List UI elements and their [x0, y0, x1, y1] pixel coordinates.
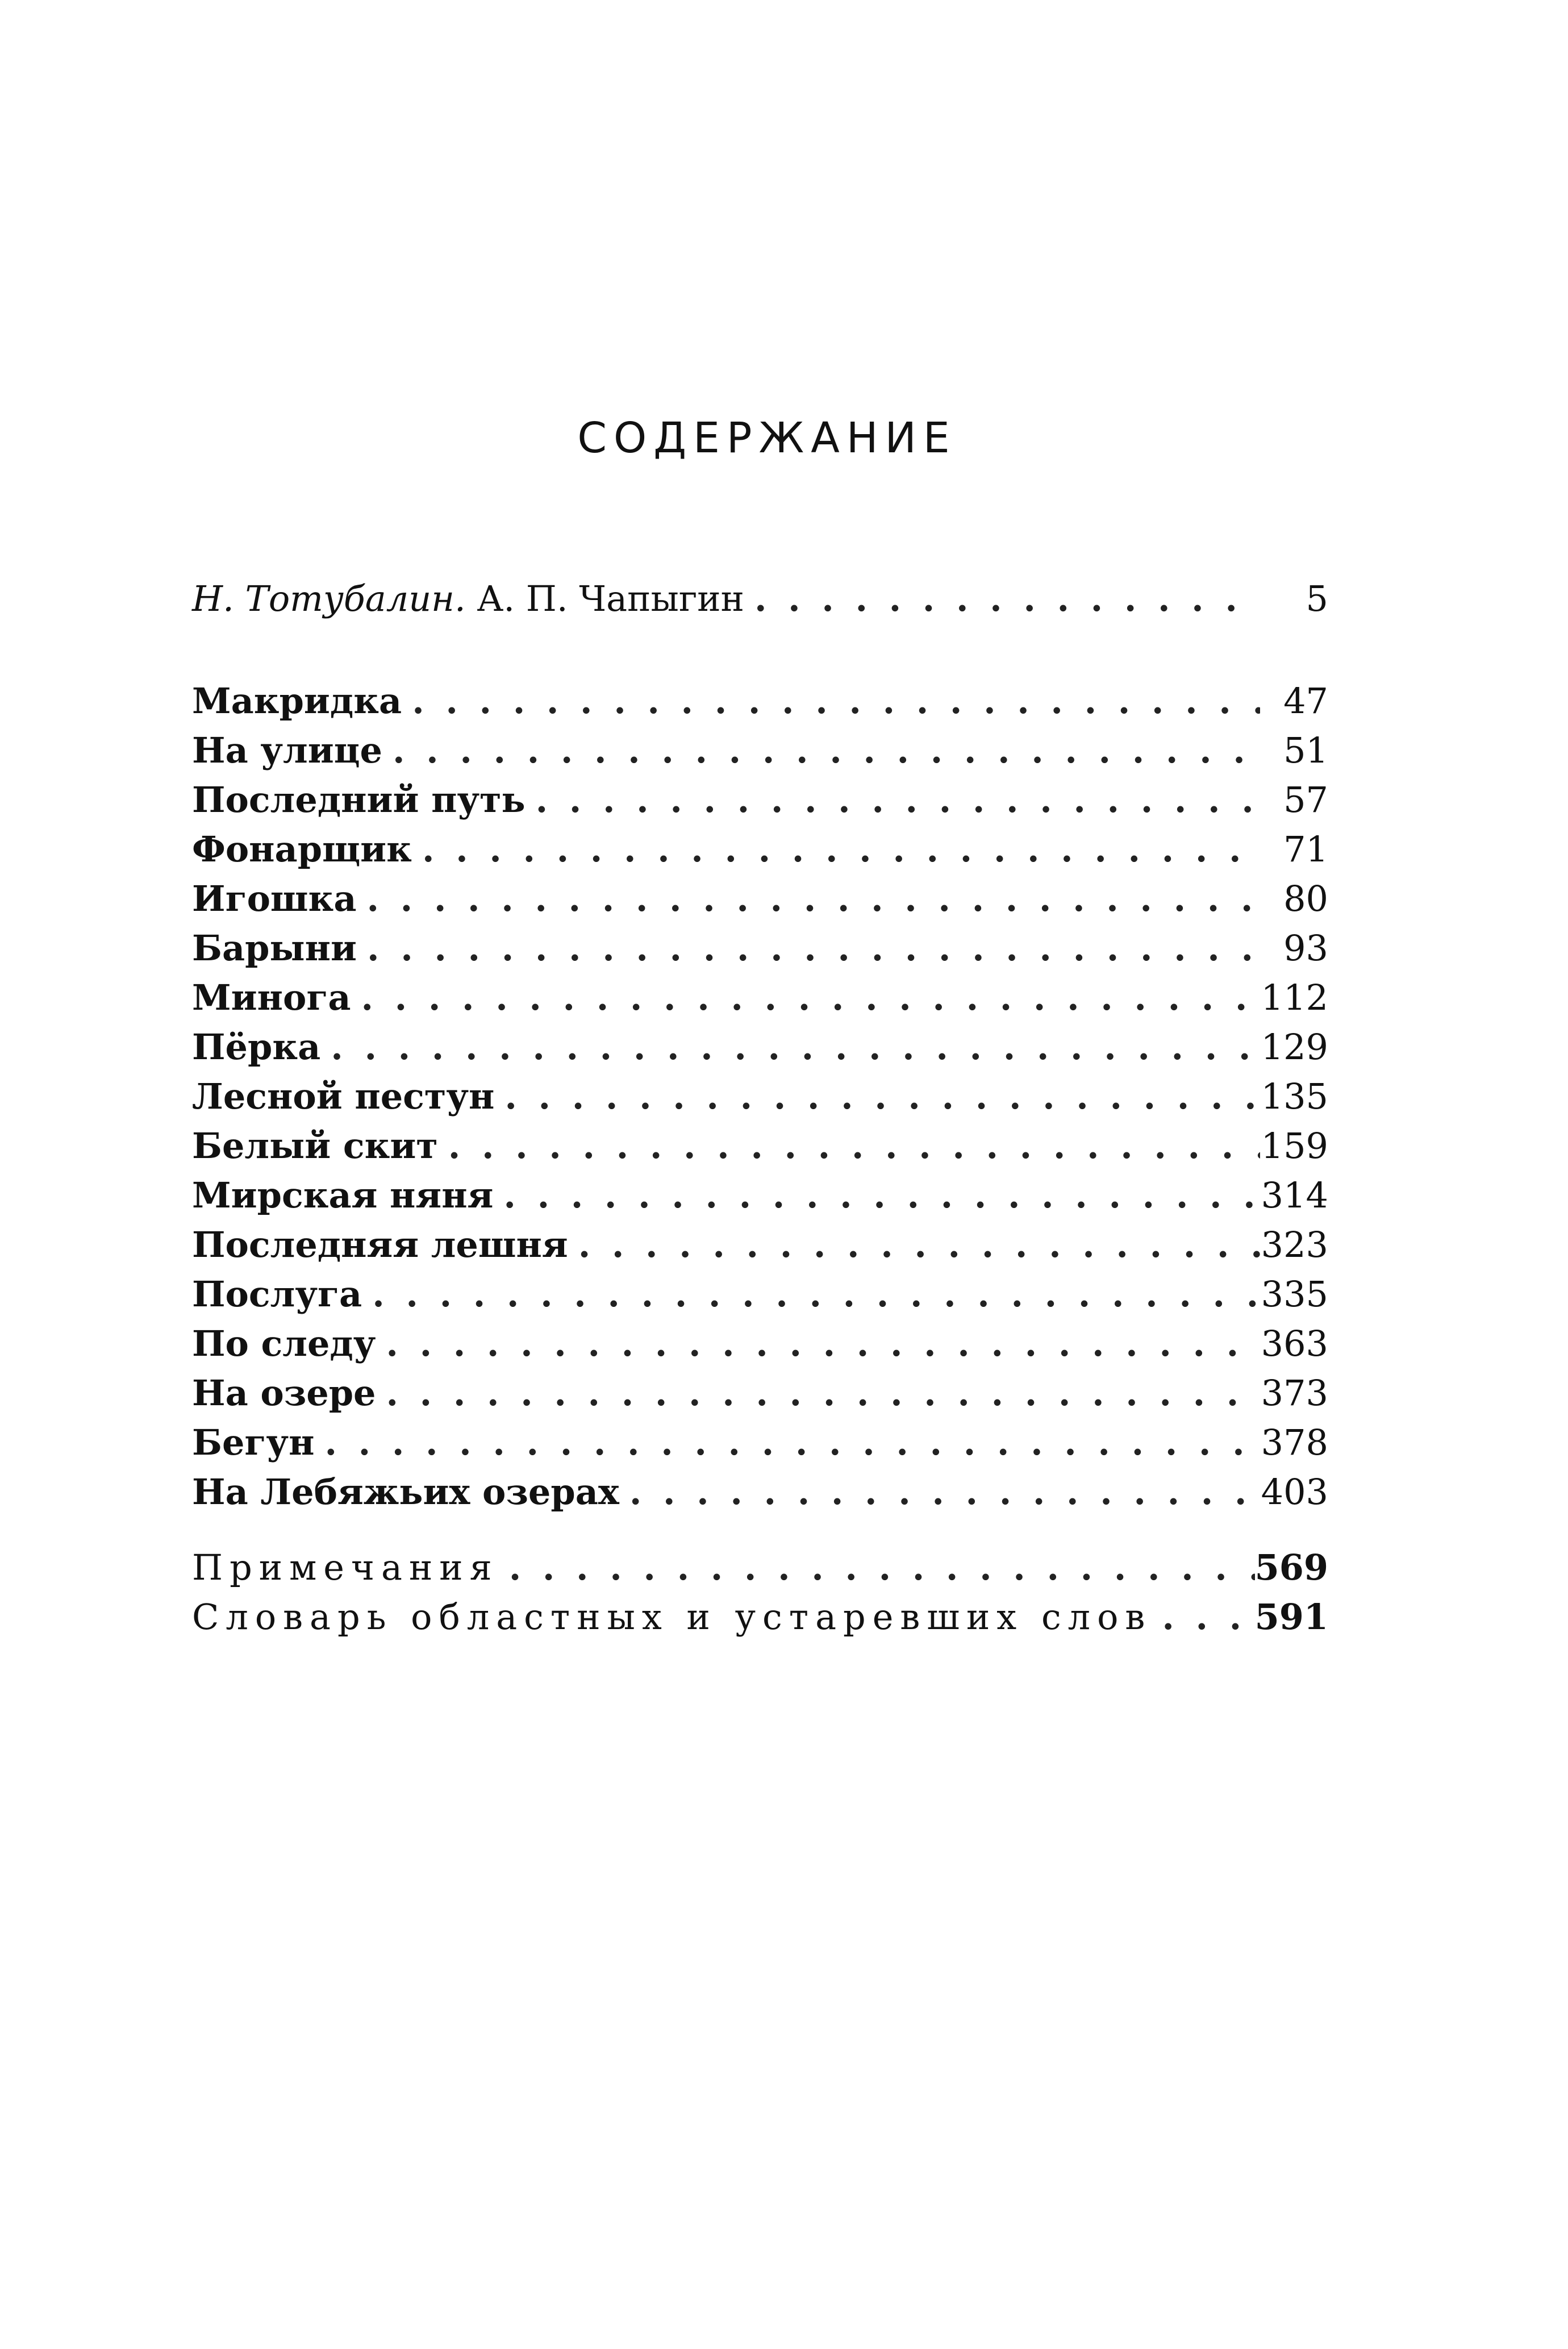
toc-entry-notes[interactable] — [192, 1543, 1328, 1592]
dot-leader — [367, 923, 1260, 973]
toc-entry-title: Последний путь — [192, 779, 526, 821]
toc-page-number: 51 — [1283, 730, 1328, 771]
toc-entry-title: Мирская няня — [192, 1174, 494, 1216]
dot-leader — [361, 973, 1260, 1022]
dot-leader — [325, 1418, 1261, 1467]
toc-entry[interactable] — [192, 1368, 1328, 1418]
dot-leader — [448, 1121, 1260, 1171]
dot-leader — [509, 1543, 1255, 1592]
toc-page-number: 5 — [1306, 578, 1328, 619]
toc-entry-title: На озере — [192, 1372, 376, 1414]
toc-page-number: 403 — [1261, 1471, 1328, 1513]
toc-entry-intro[interactable] — [192, 574, 1328, 623]
intro-subject: А. П. Чапыгин — [477, 578, 744, 619]
toc-appendix-section — [192, 1543, 1328, 1642]
toc-entry-title: Лесной пестун — [192, 1076, 495, 1117]
toc-entry[interactable] — [192, 1467, 1328, 1517]
dot-leader — [578, 1220, 1260, 1269]
toc-entry[interactable] — [192, 874, 1328, 923]
dot-leader — [629, 1467, 1260, 1517]
toc-page-number: 363 — [1261, 1323, 1328, 1364]
toc-page-number: 47 — [1283, 680, 1328, 722]
toc-entry[interactable] — [192, 1220, 1328, 1269]
toc-page-number: 159 — [1261, 1125, 1328, 1167]
dot-leader — [504, 1072, 1260, 1121]
dot-leader — [503, 1171, 1260, 1220]
toc-page-number: 93 — [1283, 927, 1328, 969]
toc-entry[interactable] — [192, 1319, 1328, 1368]
toc-page-number: 80 — [1283, 878, 1328, 919]
toc-page-number: 71 — [1283, 828, 1328, 870]
toc-entry[interactable] — [192, 923, 1328, 973]
toc-entry[interactable] — [192, 1121, 1328, 1171]
page-title: СОДЕРЖАНИЕ — [577, 414, 957, 463]
dot-leader — [422, 824, 1260, 874]
dot-leader — [331, 1022, 1260, 1072]
toc-entry-title: Бегун — [192, 1422, 315, 1463]
dot-leader — [393, 726, 1260, 775]
toc-entry[interactable] — [192, 1171, 1328, 1220]
toc-entry-title: Пёрка — [192, 1026, 321, 1068]
dot-leader — [1162, 1592, 1254, 1642]
dot-leader — [386, 1319, 1260, 1368]
toc-entry-title: По следу — [192, 1323, 376, 1364]
dot-leader — [386, 1368, 1260, 1418]
intro-author: Н. Тотубалин. — [192, 578, 466, 619]
toc-entry-glossary[interactable] — [192, 1592, 1328, 1642]
toc-entry[interactable] — [192, 1072, 1328, 1121]
toc-page-number: 335 — [1261, 1273, 1328, 1315]
toc-works-section — [192, 676, 1328, 1517]
toc-entry[interactable] — [192, 775, 1328, 824]
toc-entry[interactable] — [192, 1269, 1328, 1319]
toc-page-number: 378 — [1261, 1422, 1328, 1463]
dot-leader — [536, 775, 1260, 824]
dot-leader — [754, 574, 1260, 623]
toc-entry[interactable] — [192, 676, 1328, 726]
toc-entry-label — [192, 574, 754, 623]
dot-leader — [372, 1269, 1260, 1319]
dot-leader — [367, 874, 1260, 923]
toc-entry-title: Игошка — [192, 878, 357, 919]
toc-entry[interactable] — [192, 824, 1328, 874]
toc-entry-title: На Лебяжьих озерах — [192, 1471, 619, 1513]
toc-page-number: 112 — [1261, 977, 1328, 1018]
toc-page-number: 57 — [1283, 779, 1328, 821]
dot-leader — [412, 676, 1260, 726]
toc-entry-title: Послуга — [192, 1273, 362, 1315]
toc-entry[interactable] — [192, 726, 1328, 775]
toc-page-number: 373 — [1261, 1372, 1328, 1414]
toc-entry-title: Последняя лешня — [192, 1224, 568, 1265]
toc-entry-title: Фонарщик — [192, 828, 412, 870]
toc-page-number: 591 — [1254, 1596, 1328, 1638]
toc-page-number: 314 — [1261, 1174, 1328, 1216]
toc-page-number: 129 — [1261, 1026, 1328, 1068]
toc-intro-section — [192, 574, 1328, 623]
toc-page-number: 569 — [1254, 1547, 1328, 1588]
toc-entry[interactable] — [192, 1418, 1328, 1467]
toc-page-number: 323 — [1261, 1224, 1328, 1265]
toc-entry[interactable] — [192, 973, 1328, 1022]
toc-entry[interactable] — [192, 1022, 1328, 1072]
toc-entry-title: Минога — [192, 977, 351, 1018]
toc-entry-title: На улице — [192, 730, 382, 771]
toc-entry-title: Барыни — [192, 927, 357, 969]
toc-entry-title: Словарь областных и устаревших слов — [192, 1596, 1152, 1638]
toc-entry-title: Примечания — [192, 1547, 499, 1588]
toc-entry-title: Белый скит — [192, 1125, 438, 1167]
toc-entry-title: Макридка — [192, 680, 402, 722]
toc-page-number: 135 — [1261, 1076, 1328, 1117]
